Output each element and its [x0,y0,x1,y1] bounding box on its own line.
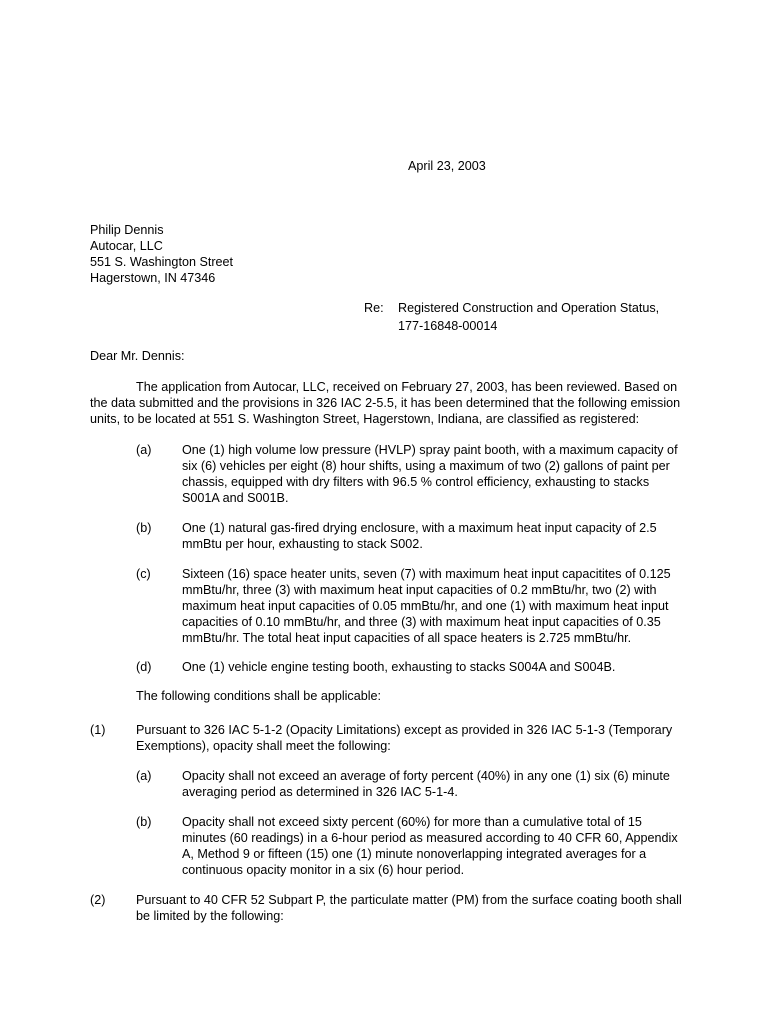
unit-line: S001A and S001B. [182,491,289,505]
condition-line: be limited by the following: [136,909,284,923]
unit-text [182,566,676,646]
unit-line: chassis, equipped with dry filters with 96.5 % control efficiency, exhausting to stacks [182,475,650,489]
subitem-line: Opacity shall not exceed sixty percent (60%) for more than a cumulative total of 15 [182,815,642,829]
subitem-line: minutes (60 readings) in a 6-hour period as measured according to 40 CFR 60, Appendix [182,831,678,845]
salutation: Dear Mr. Dennis: [90,349,185,363]
subitem-line: continuous opacity monitor in a six (6) hour period. [182,863,465,877]
letter-date: April 23, 2003 [408,159,486,173]
re-subject [398,300,659,336]
unit-line: Sixteen (16) space heater units, seven (7) with maximum heat input capacitites of 0.125 [182,567,671,581]
unit-text [182,442,676,506]
subitem-line: A, Method 9 or fifteen (15) one (1) minute nonoverlapping integrated averages for a [182,847,647,861]
unit-line: One (1) high volume low pressure (HVLP) spray paint booth, with a maximum capacity of [182,443,678,457]
recipient-name: Philip Dennis [90,223,164,237]
recipient-company: Autocar, LLC [90,239,163,253]
condition-line: Pursuant to 40 CFR 52 Subpart P, the particulate matter (PM) from the surface coating booth shall [136,893,682,907]
unit-line: maximum heat input capacities of 0.05 mmBtu/hr, and one (1) with maximum heat input [182,599,669,613]
unit-line: mmBtu/hr. The total heat input capacities of all space heaters is 2.725 mmBtu/hr. [182,631,632,645]
condition-text [136,892,690,924]
condition-label: (1) [90,723,106,737]
unit-label: (c) [136,567,151,581]
re-label: Re: [364,301,384,315]
intro-line: the data submitted and the provisions in 326 IAC 2-5.5, it has been determined that the following emission [90,396,681,410]
unit-label: (a) [136,443,152,457]
subitem-line: averaging period as determined in 326 IAC 5-1-4. [182,785,458,799]
conditions-intro: The following conditions shall be applicable: [136,689,382,703]
subitem-line: Opacity shall not exceed an average of forty percent (40%) in any one (1) six (6) minute [182,769,670,783]
unit-text [182,659,676,675]
condition-line: Exemptions), opacity shall meet the following: [136,739,391,753]
intro-paragraph [90,379,690,427]
condition-label: (2) [90,893,106,907]
re-line-2: 177-16848-00014 [398,319,498,333]
condition-line: Pursuant to 326 IAC 5-1-2 (Opacity Limitations) except as provided in 326 IAC 5-1-3 (Temporary [136,723,673,737]
subitem-text [182,768,676,800]
recipient-city: Hagerstown, IN 47346 [90,271,216,285]
unit-line: mmBtu per hour, exhausting to stack S002. [182,537,423,551]
intro-line: The application from Autocar, LLC, received on February 27, 2003, has been reviewed. Based on [136,380,678,394]
intro-line: units, to be located at 551 S. Washington Street, Hagerstown, Indiana, are classified as registered: [90,412,640,426]
unit-label: (d) [136,660,152,674]
re-line-1: Registered Construction and Operation Status, [398,301,660,315]
subitem-label: (b) [136,815,152,829]
unit-line: One (1) vehicle engine testing booth, exhausting to stacks S004A and S004B. [182,660,616,674]
unit-line: mmBtu/hr, three (3) with maximum heat input capacities of 0.2 mmBtu/hr, two (2) with [182,583,657,597]
subitem-label: (a) [136,769,152,783]
unit-text [182,520,676,552]
unit-line: six (6) vehicles per eight (8) hour shifts, using a maximum of two (2) gallons of paint per [182,459,670,473]
recipient-street: 551 S. Washington Street [90,255,234,269]
unit-label: (b) [136,521,152,535]
recipient-address [90,222,233,286]
unit-line: One (1) natural gas-fired drying enclosure, with a maximum heat input capacity of 2.5 [182,521,657,535]
unit-line: capacities of 0.10 mmBtu/hr, and three (3) with maximum heat input capacities of 0.35 [182,615,661,629]
condition-text [136,722,690,754]
subitem-text [182,814,676,878]
